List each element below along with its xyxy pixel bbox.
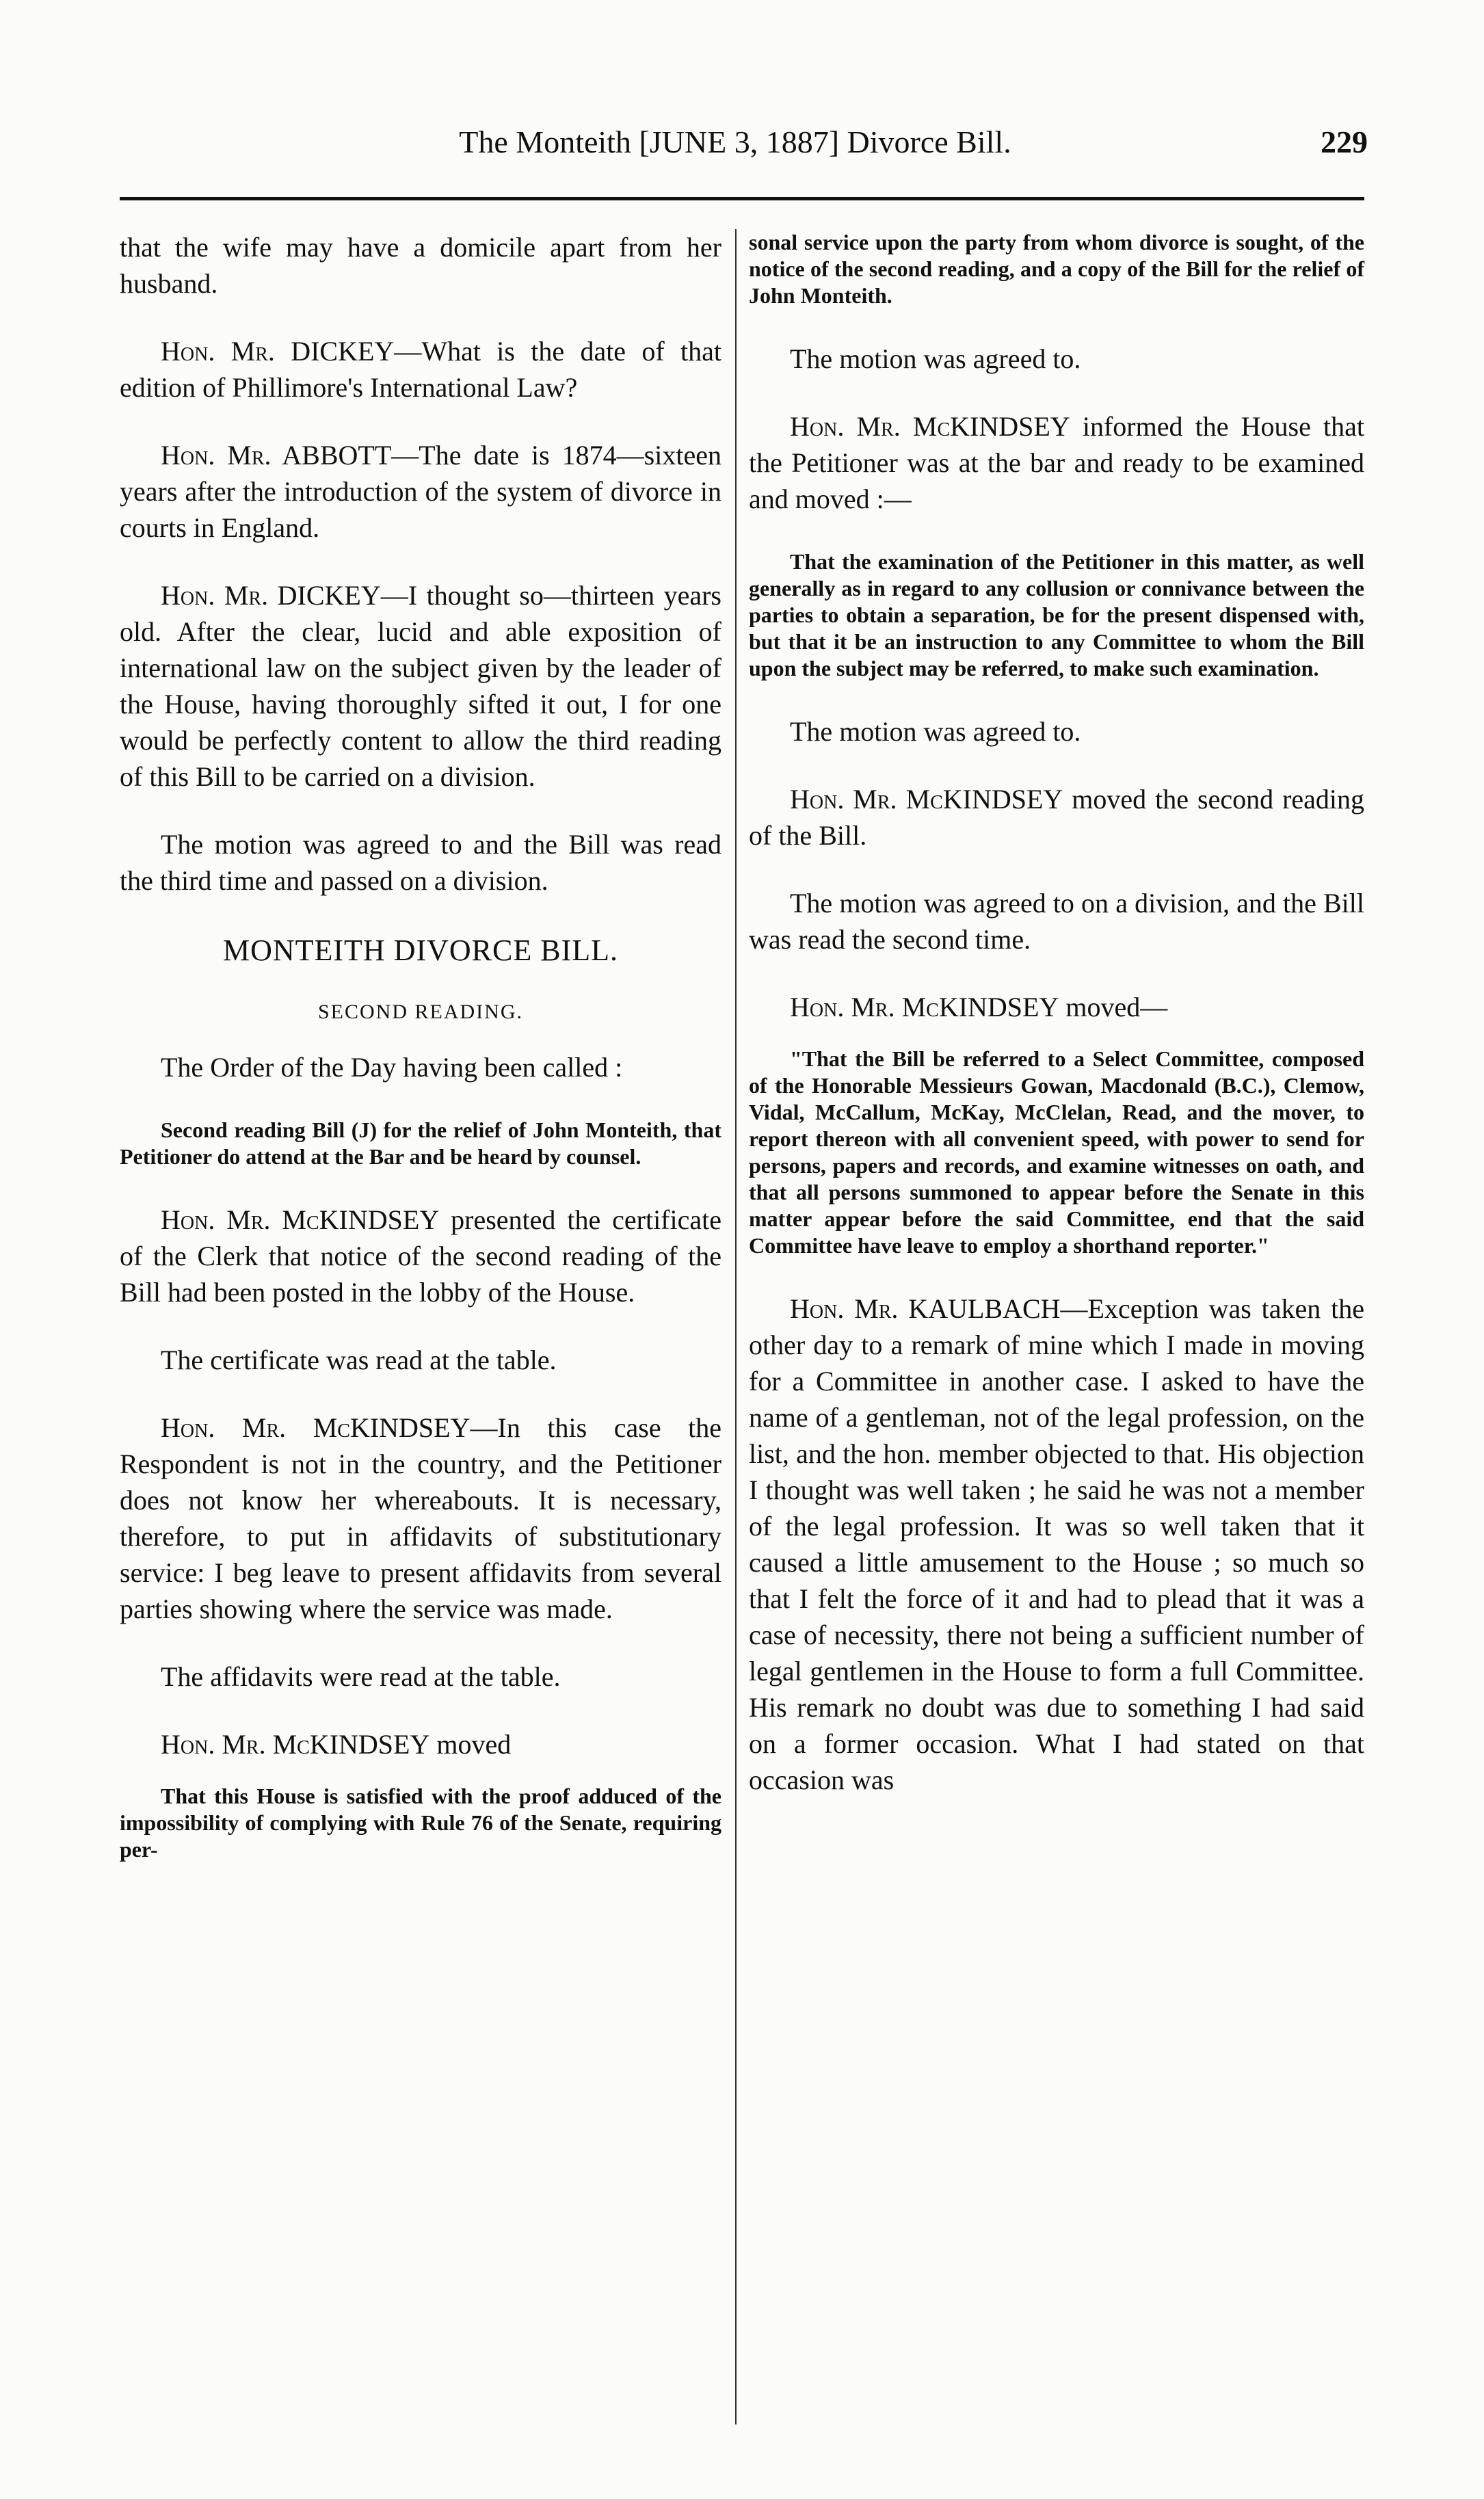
motion-text: sonal service upon the party from whom divorce is sought, of the notice of the second reading, and a copy of the Bill for the relief of John Monteith.	[749, 230, 1364, 308]
speech-text: —Exception was taken the other day to a remark of mine which I made in moving for a Committee in another case. I asked to have the name of a gentleman, not of the legal profession, on the list, and the hon. member objected to that. His objection I thought was well taken ; he said he was not a member of the legal profession. It was so well taken that it caused a little amusement to the House ; so much so that I felt the force of it and had to plead that it was a case of necessity, there not being a sufficient number of legal gentlemen in the House to form a full Committee. His remark no doubt was due to something I had said on a former occasion. What I had stated on that occasion was	[749, 1293, 1364, 1795]
speech-text: —What is the date of that edition of Phillimore's International Law?	[120, 336, 721, 403]
speech-text: —I thought so—thirteen years old. After the clear, lucid and able exposition of international law on the subject given by the leader of the House, having thoroughly sifted it out, I for one would be perfectly content to allow the third reading of this Bill to be carried on a division.	[120, 580, 721, 792]
speech-paragraph	[120, 437, 721, 546]
speech-text: moved the second reading of the Bill.	[749, 784, 1365, 851]
speech-paragraph	[120, 1726, 721, 1762]
speech-paragraph	[749, 989, 1364, 1025]
speech-paragraph	[749, 1291, 1364, 1798]
paragraph: The motion was agreed to on a division, and the Bill was read the second time.	[749, 888, 1364, 955]
paragraph: The certificate was read at the table.	[161, 1345, 557, 1375]
paragraph: that the wife may have a domicile apart from her husband.	[120, 232, 721, 299]
paragraph: The affidavits were read at the table.	[161, 1661, 561, 1692]
header-rule	[120, 197, 1364, 200]
speech-text: presented the certificate of the Clerk that notice of the second reading of the Bill had been posted in the lobby of the House.	[120, 1204, 721, 1308]
speaker-name: Hon. Mr. McKINDSEY	[161, 1204, 440, 1235]
motion-text: "That the Bill be referred to a Select Committee, composed of the Honorable Messieurs Gowan, Macdonald (B.C.), Clemow, Vidal, McCallum, McKay, McClelan, Read, and the mover, to report thereon with all convenient speed, with power to send for persons, papers and records, and examine witnesses on oath, and that all persons summoned to appear before the Senate in this matter appear before the said Committee, end that the said Committee have leave to employ a shorthand reporter."	[749, 1046, 1364, 1258]
order-text: Second reading Bill (J) for the relief of John Monteith, that Petitioner do attend at the Bar and be heard by counsel.	[120, 1118, 721, 1169]
speaker-name: Hon. Mr. KAULBACH	[790, 1293, 1061, 1324]
speech-paragraph	[120, 333, 721, 406]
speech-text: moved	[429, 1729, 512, 1760]
paragraph: The motion was agreed to.	[790, 343, 1081, 374]
speaker-name: Hon. Mr. McKINDSEY	[790, 784, 1063, 815]
speech-text: —In this case the Respondent is not in the country, and the Petitioner does not know her whereabouts. It is necessary, therefore, to put in affidavits of substitutionary service: I beg leave to present affidavits from several parties showing where the service was made.	[120, 1412, 722, 1624]
right-column	[749, 229, 1364, 2424]
motion-text: That this House is satisfied with the proof adduced of the impossibility of complying with Rule 76 of the Senate, requiring per-	[120, 1784, 721, 1862]
paragraph: The motion was agreed to.	[790, 716, 1081, 747]
speech-text: moved—	[1059, 992, 1168, 1022]
left-column	[120, 229, 721, 2424]
speaker-name: Hon. Mr. DICKEY	[161, 336, 395, 367]
speech-text: informed the House that the Petitioner was at the bar and ready to be examined and moved :—	[749, 411, 1364, 514]
speech-paragraph	[120, 1410, 721, 1627]
page-number: 229	[1321, 124, 1368, 159]
speaker-name: Hon. Mr. McKINDSEY	[161, 1412, 471, 1443]
speech-paragraph	[749, 408, 1364, 517]
speaker-name: Hon. Mr. McKINDSEY	[790, 992, 1059, 1022]
section-heading: MONTEITH DIVORCE BILL.	[222, 934, 619, 967]
speech-paragraph	[120, 577, 721, 795]
speech-text: —The date is 1874—sixteen years after the introduction of the system of divorce in courts in England.	[120, 440, 721, 543]
column-divider	[735, 229, 737, 2424]
section-subheading: SECOND READING.	[318, 1001, 523, 1023]
running-title: The Monteith [JUNE 3, 1887] Divorce Bill.	[459, 124, 1011, 159]
speech-paragraph	[749, 781, 1364, 854]
paragraph: The Order of the Day having been called :	[161, 1052, 623, 1083]
speech-paragraph	[120, 1202, 721, 1310]
speaker-name: Hon. Mr. McKINDSEY	[161, 1729, 430, 1760]
speaker-name: Hon. Mr. DICKEY	[161, 580, 381, 611]
running-header	[103, 115, 1368, 170]
speaker-name: Hon. Mr. ABBOTT	[161, 440, 392, 471]
motion-text: That the examination of the Petitioner in this matter, as well generally as in regard to any collusion or connivance between the parties to obtain a separation, be for the present dispensed with, but that it be an instruction to any Committee to whom the Bill upon the subject may be referred, to make such examination.	[749, 549, 1364, 680]
speaker-name: Hon. Mr. McKINDSEY	[790, 411, 1070, 442]
paragraph: The motion was agreed to and the Bill was read the third time and passed on a division.	[120, 829, 721, 896]
